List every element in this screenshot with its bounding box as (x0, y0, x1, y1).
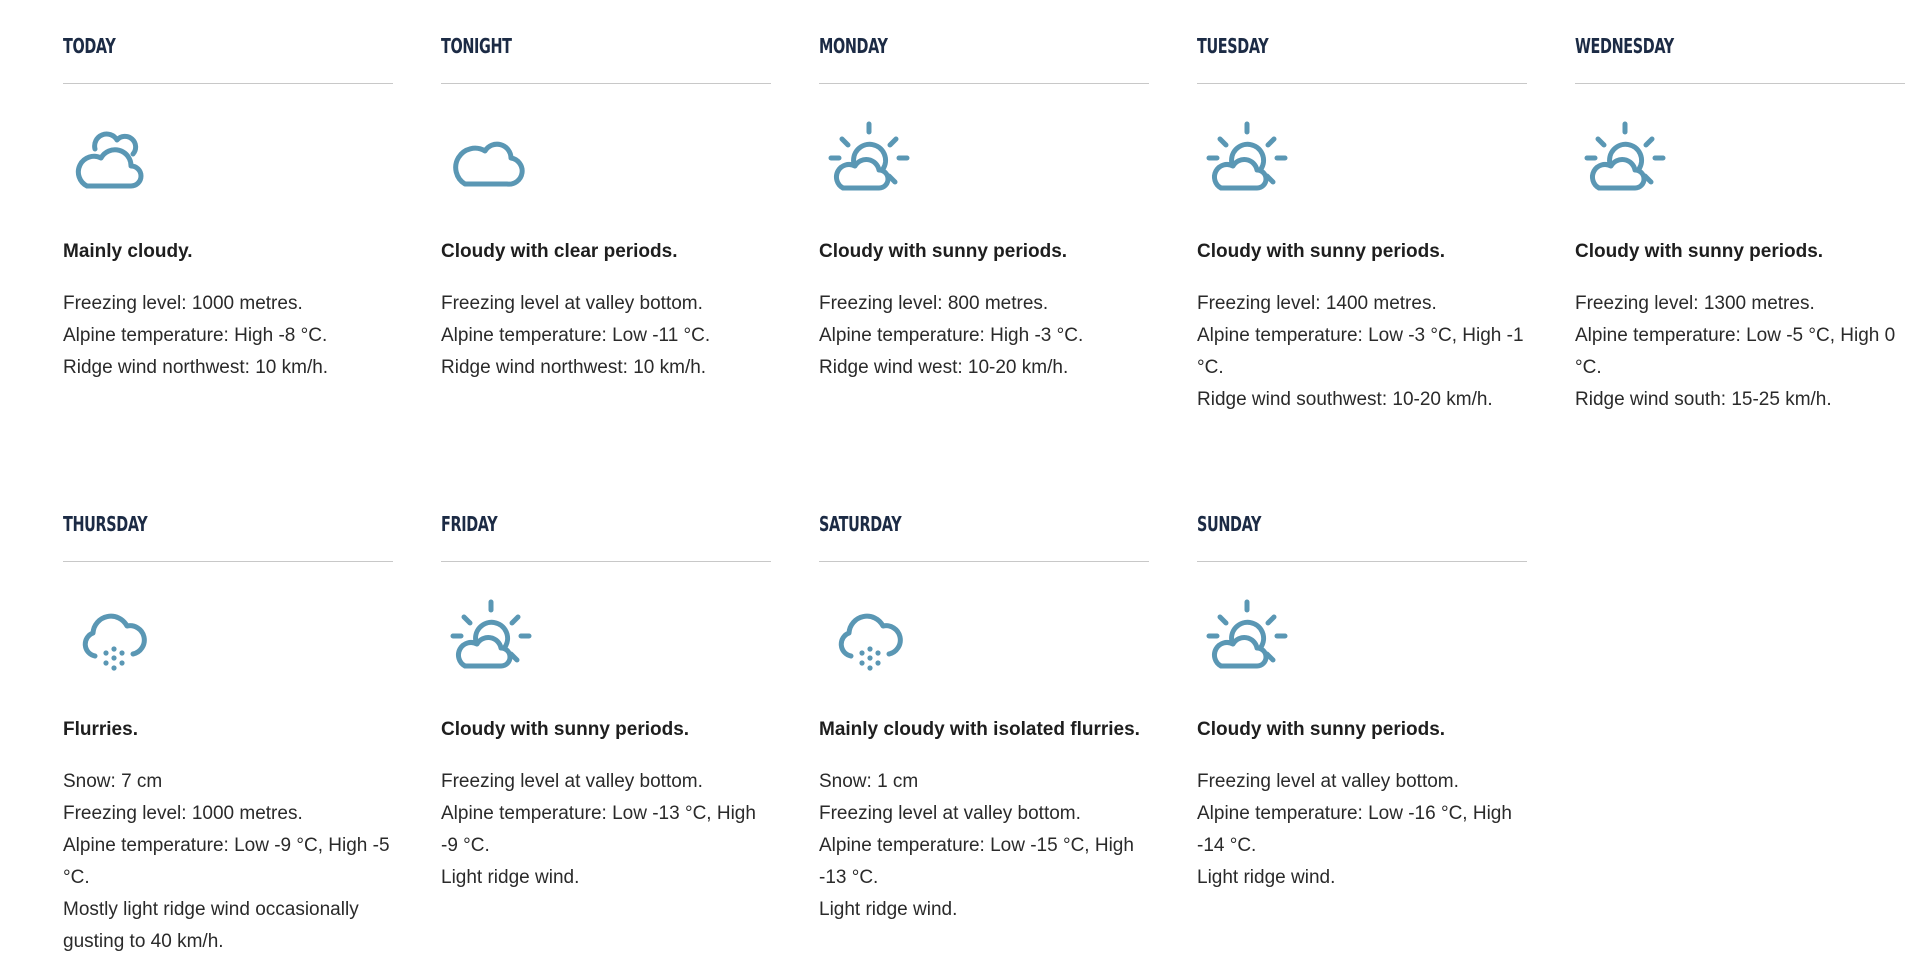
sun-cloud-icon (449, 596, 533, 680)
divider (441, 83, 771, 84)
detail-line: Alpine temperature: Low -15 °C, High -13 °C. (819, 835, 1134, 888)
day-details (819, 766, 1149, 926)
detail-line: Ridge wind west: 10-20 km/h. (819, 357, 1069, 378)
divider (63, 83, 393, 84)
day-summary: Cloudy with sunny periods. (1575, 241, 1824, 262)
day-details (1197, 288, 1527, 416)
day-summary: Cloudy with sunny periods. (819, 241, 1068, 262)
detail-line: Ridge wind northwest: 10 km/h. (441, 357, 707, 378)
day-title: WEDNESDAY (1575, 34, 1674, 58)
day-summary: Mainly cloudy with isolated flurries. (819, 719, 1140, 740)
detail-line: Ridge wind northwest: 10 km/h. (63, 357, 329, 378)
detail-line: Snow: 7 cm (63, 771, 163, 792)
detail-line: Freezing level: 800 metres. (819, 293, 1049, 314)
sun-cloud-icon (1583, 118, 1667, 202)
day-title: SUNDAY (1197, 512, 1262, 536)
sun-cloud-icon (827, 118, 911, 202)
cloudy-icon (71, 118, 155, 202)
day-title: SATURDAY (819, 512, 902, 536)
detail-line: Ridge wind southwest: 10-20 km/h. (1197, 389, 1493, 410)
divider (1197, 83, 1527, 84)
divider (819, 83, 1149, 84)
detail-line: Snow: 1 cm (819, 771, 919, 792)
day-details (63, 766, 393, 958)
divider (1197, 561, 1527, 562)
detail-line: Light ridge wind. (819, 899, 958, 920)
snow-cloud-icon (71, 596, 155, 680)
divider (819, 561, 1149, 562)
divider (1575, 83, 1905, 84)
day-details (1575, 288, 1905, 416)
detail-line: Alpine temperature: Low -16 °C, High -14 °C. (1197, 803, 1512, 856)
day-details (441, 766, 771, 894)
detail-line: Freezing level at valley bottom. (441, 293, 703, 314)
detail-line: Alpine temperature: Low -5 °C, High 0 °C. (1575, 325, 1896, 378)
detail-line: Freezing level: 1000 metres. (63, 293, 303, 314)
sun-cloud-icon (1205, 596, 1289, 680)
detail-line: Freezing level: 1300 metres. (1575, 293, 1815, 314)
detail-line: Alpine temperature: High -8 °C. (63, 325, 328, 346)
detail-line: Freezing level at valley bottom. (441, 771, 703, 792)
detail-line: Freezing level: 1000 metres. (63, 803, 303, 824)
divider (63, 561, 393, 562)
divider (441, 561, 771, 562)
sun-cloud-icon (1205, 118, 1289, 202)
day-details (441, 288, 771, 384)
cloud-icon (449, 118, 533, 202)
day-title: TUESDAY (1197, 34, 1269, 58)
day-title: THURSDAY (63, 512, 148, 536)
day-details (819, 288, 1149, 384)
detail-line: Ridge wind south: 15-25 km/h. (1575, 389, 1832, 410)
snow-cloud-icon (827, 596, 911, 680)
detail-line: Alpine temperature: Low -9 °C, High -5 °C. (63, 835, 390, 888)
day-title: MONDAY (819, 34, 888, 58)
detail-line: Light ridge wind. (1197, 867, 1336, 888)
detail-line: Freezing level at valley bottom. (1197, 771, 1459, 792)
detail-line: Mostly light ridge wind occasionally gusting to 40 km/h. (63, 899, 359, 952)
detail-line: Alpine temperature: High -3 °C. (819, 325, 1084, 346)
detail-line: Freezing level: 1400 metres. (1197, 293, 1437, 314)
day-title: TONIGHT (441, 34, 512, 58)
detail-line: Alpine temperature: Low -3 °C, High -1 °C. (1197, 325, 1524, 378)
day-details (63, 288, 393, 384)
day-title: TODAY (63, 34, 116, 58)
day-summary: Cloudy with sunny periods. (441, 719, 690, 740)
day-details (1197, 766, 1527, 894)
day-summary: Flurries. (63, 719, 138, 740)
detail-line: Alpine temperature: Low -13 °C, High -9 °C. (441, 803, 756, 856)
detail-line: Alpine temperature: Low -11 °C. (441, 325, 711, 346)
day-summary: Cloudy with sunny periods. (1197, 719, 1446, 740)
day-summary: Cloudy with sunny periods. (1197, 241, 1446, 262)
day-summary: Cloudy with clear periods. (441, 241, 678, 262)
detail-line: Freezing level at valley bottom. (819, 803, 1081, 824)
day-title: FRIDAY (441, 512, 498, 536)
detail-line: Light ridge wind. (441, 867, 580, 888)
day-summary: Mainly cloudy. (63, 241, 193, 262)
